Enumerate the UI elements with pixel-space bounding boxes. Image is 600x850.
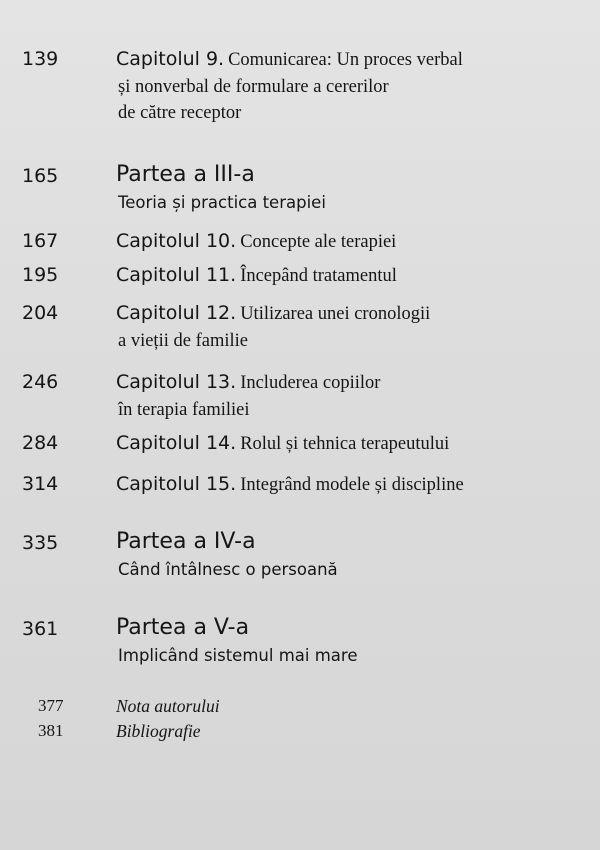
chapter-label: Capitolul 11. — [116, 264, 237, 286]
part-title: Partea a IV-a — [116, 529, 256, 554]
page-number: 204 — [22, 302, 59, 324]
page-number: 377 — [38, 696, 64, 715]
page-number: 167 — [22, 230, 59, 252]
chapter-label: Capitolul 14. — [116, 432, 237, 454]
chapter-label: Capitolul 15. — [116, 473, 237, 495]
page-number: 246 — [22, 371, 59, 393]
chapter-label: Capitolul 12. — [116, 302, 237, 324]
chapter-title: Integrând modele și discipline — [240, 475, 464, 495]
page-number: 195 — [22, 264, 59, 286]
page-number: 165 — [22, 165, 59, 187]
chapter-label: Capitolul 10. — [116, 230, 237, 252]
chapter-label: Capitolul 9. — [116, 48, 225, 70]
part-subtitle: Când întâlnesc o persoană — [118, 560, 338, 579]
chapter-label: Capitolul 13. — [116, 371, 237, 393]
page-number: 361 — [22, 618, 59, 640]
page-number: 314 — [22, 473, 59, 495]
page-number: 139 — [22, 48, 59, 70]
page-number: 284 — [22, 432, 59, 454]
chapter-title: Concepte ale terapiei — [240, 232, 397, 252]
part-title: Partea a V-a — [116, 615, 250, 640]
part-title: Partea a III-a — [116, 162, 255, 187]
chapter-title: Utilizarea unei cronologii — [240, 304, 431, 324]
chapter-title: Rolul și tehnica terapeutului — [240, 434, 450, 454]
chapter-title-cont: și nonverbal de formulare a cererilor — [118, 77, 389, 97]
chapter-title-cont: a vieții de familie — [118, 331, 248, 351]
part-subtitle: Implicând sistemul mai mare — [118, 646, 358, 665]
page-number: 335 — [22, 532, 59, 554]
part-subtitle: Teoria și practica terapiei — [118, 193, 326, 212]
entry-title: Bibliografie — [116, 721, 201, 741]
chapter-title: Includerea copiilor — [240, 373, 381, 393]
chapter-title-cont: de către receptor — [118, 103, 242, 123]
chapter-title-cont: în terapia familiei — [118, 400, 250, 420]
page-number: 381 — [38, 721, 64, 740]
chapter-title: Comunicarea: Un proces verbal — [228, 50, 463, 70]
chapter-title: Începând tratamentul — [240, 266, 397, 286]
entry-title: Nota autorului — [116, 696, 220, 716]
